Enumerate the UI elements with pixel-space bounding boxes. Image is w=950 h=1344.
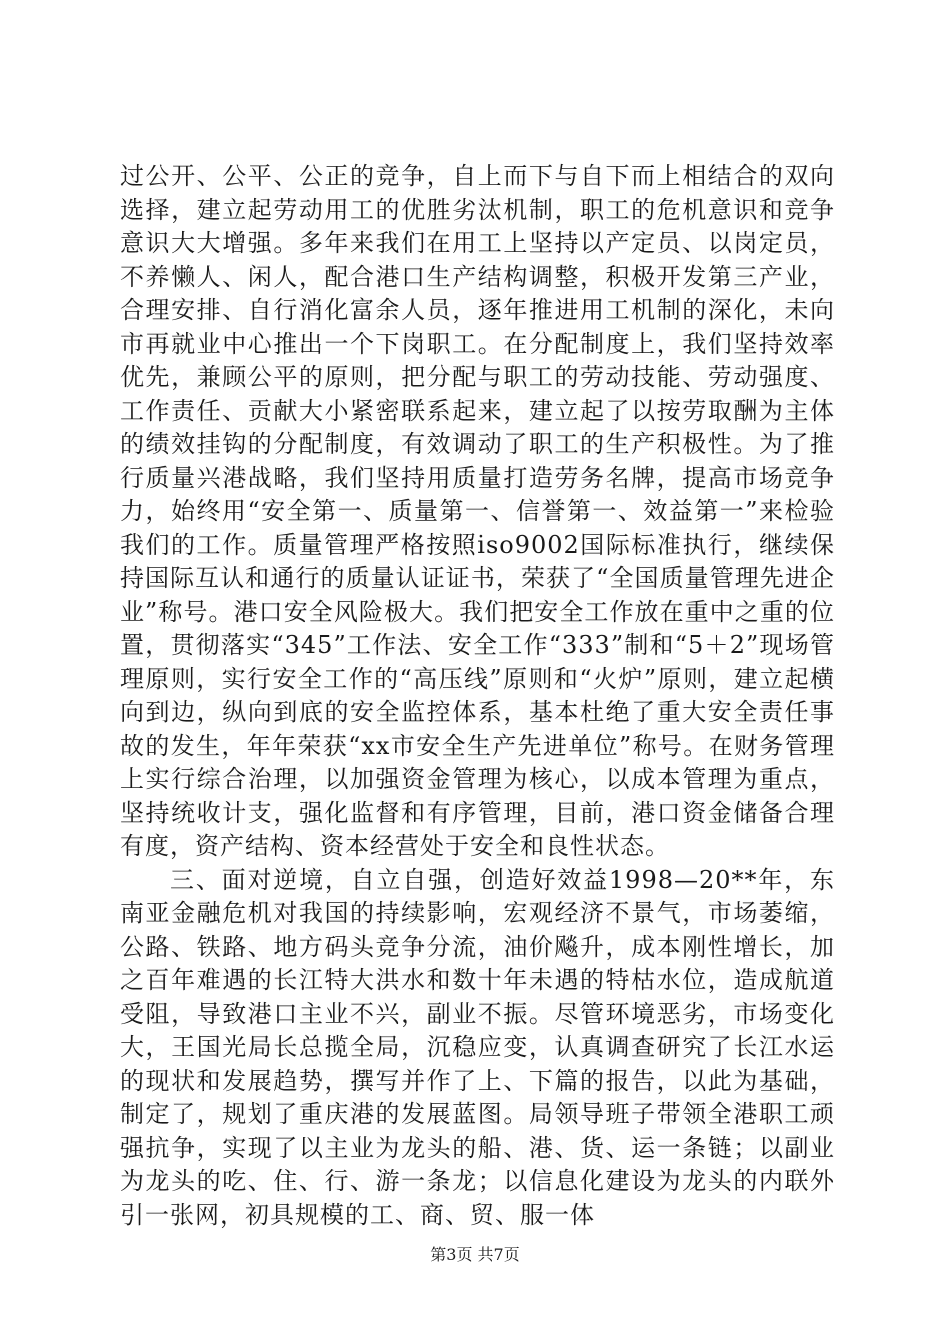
paragraph-1: 过公开、公平、公正的竞争，自上而下与自下而上相结合的双向选择，建立起劳动用工的优胜劣汰机制，职工的危机意识和竞争意识大大增强。多年来我们在用工上坚持以产定员、以岗定员，不养懒人、闲人，配合港口生产结构调整，积极开发第三产业，合理安排、自行消化富余人员，逐年推进用工机制的深化，未向市再就业中心推出一个下岗职工。在分配制度上，我们坚持效率优先，兼顾公平的原则，把分配与职工的劳动技能、劳动强度、工作责任、贡献大小紧密联系起来，建立起了以按劳取酬为主体的绩效挂钩的分配制度，有效调动了职工的生产积极性。为了推行质量兴港战略，我们坚持用质量打造劳务名牌，提高市场竞争力，始终用“安全第一、质量第一、信誉第一、效益第一”来检验我们的工作。质量管理严格按照iso9002国际标准执行，继续保持国际互认和通行的质量认证证书，荣获了“全国质量管理先进企业”称号。港口安全风险极大。我们把安全工作放在重中之重的位置，贯彻落实“345”工作法、安全工作“333”制和“5＋2”现场管理原则，实行安全工作的“高压线”原则和“火炉”原则，建立起横向到边，纵向到底的安全监控体系，基本杜绝了重大安全责任事故的发生，年年荣获“xx市安全生产先进单位”称号。在财务管理上实行综合治理，以加强资金管理为核心，以成本管理为重点，坚持统收计支，强化监督和有序管理，目前，港口资金储备合理有度，资产结构、资本经营处于安全和良性状态。 xyxy=(120,162,835,860)
document-body xyxy=(120,160,835,1232)
page-footer: 第3页 共7页 xyxy=(430,1245,520,1264)
paragraph-2: 三、面对逆境，自立自强，创造好效益1998—20**年，东南亚金融危机对我国的持续影响，宏观经济不景气，市场萎缩，公路、铁路、地方码头竞争分流，油价飚升，成本刚性增长，加之百年难遇的长江特大洪水和数十年未遇的特枯水位，造成航道受阻，导致港口主业不兴，副业不振。尽管环境恶劣，市场变化大，王国光局长总揽全局，沉稳应变，认真调查研究了长江水运的现状和发展趋势，撰写并作了上、下篇的报告，以此为基础，制定了，规划了重庆港的发展蓝图。局领导班子带领全港职工顽强抗争，实现了以主业为龙头的船、港、货、运一条链；以副业为龙头的吃、住、行、游一条龙；以信息化建设为龙头的内联外引一张网，初具规模的工、商、贸、服一体 xyxy=(120,865,835,1229)
